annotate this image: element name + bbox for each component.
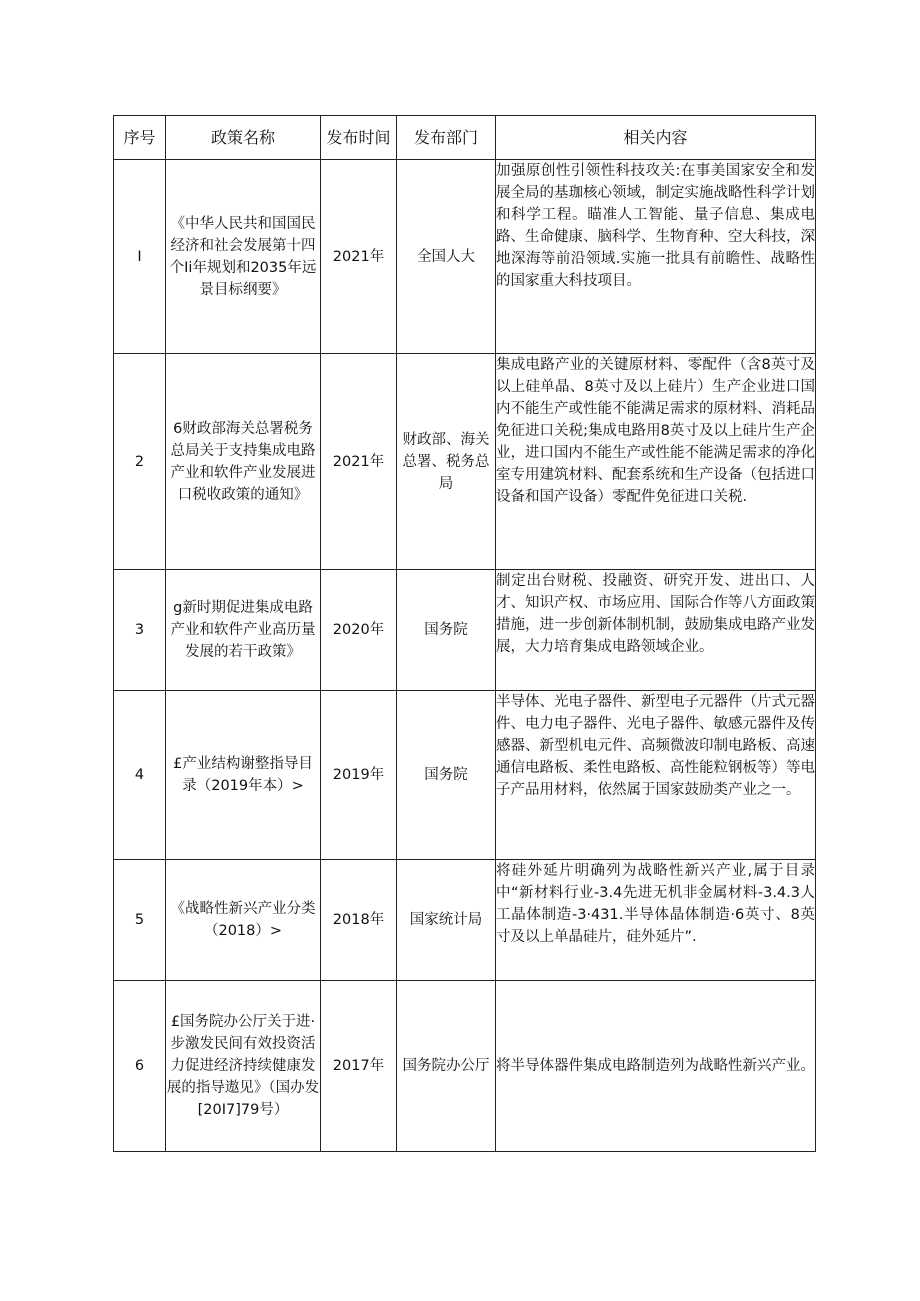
policy-content: 加强原创性引领性科技攻关:在事美国家安全和发展全局的基珈核心领域，制定实施战略性科学计划和科学工程。瞄准人工智能、量子信息、集成电路、生命健康、脑科学、生物育种、空大科技，深地深海等前沿领域.实施一批具有前瞻性、战略性的国家重大科技项目。 (496, 160, 816, 354)
policy-content: 集成电路产业的关键原材料、零配件（含8英寸及以上硅单晶、8英寸及以上硅片）生产企业进口国内不能生产或性能不能满足需求的原材料、消耗品免征进口关税;集成电路用8英寸及以上硅片生产企业，进口国内不能生产或性能不能满足需求的净化室专用建筑材料、配套系统和生产设备（包括进口设备和国产设备）零配件免征进口关税. (496, 354, 816, 570)
publish-date: 2021年 (321, 160, 397, 354)
row-seq: 4 (114, 691, 166, 860)
header-seq: 序号 (114, 116, 166, 160)
table-row (114, 860, 816, 981)
policy-name: 《中华人民共和国国民经济和社会发展第十四个Ii年规划和2035年远景目标纲要》 (166, 160, 321, 354)
publish-date: 2019年 (321, 691, 397, 860)
publisher: 国务院 (397, 691, 496, 860)
publisher: 国务院办公厅 (397, 981, 496, 1152)
publish-date: 2018年 (321, 860, 397, 981)
row-seq: 2 (114, 354, 166, 570)
publisher: 国务院 (397, 570, 496, 691)
row-seq: 3 (114, 570, 166, 691)
publish-date: 2021年 (321, 354, 397, 570)
policy-name: £产业结构谢整指导目录（2019年本）> (166, 691, 321, 860)
table-row (114, 981, 816, 1152)
header-dept: 发布部门 (397, 116, 496, 160)
row-seq: 6 (114, 981, 166, 1152)
row-seq: I (114, 160, 166, 354)
publish-date: 2017年 (321, 981, 397, 1152)
table-row (114, 691, 816, 860)
publisher: 全国人大 (397, 160, 496, 354)
publisher: 国家统计局 (397, 860, 496, 981)
row-seq: 5 (114, 860, 166, 981)
header-content: 相关内容 (496, 116, 816, 160)
table-row (114, 354, 816, 570)
policy-name: g新时期促进集成电路产业和软件产业高历量发展的若干政策》 (166, 570, 321, 691)
policy-content: 将硅外延片明确列为战略性新兴产业,属于目录中“新材料行业-3.4先进无机非金属材料-3.4.3人工晶体制造-3·431.半导体晶体制造·6英寸、8英寸及以上单晶硅片，硅外延片”. (496, 860, 816, 981)
table-row (114, 570, 816, 691)
policy-name: £国务院办公厅关于进·步激发民间有效投资活力促进经济持续健康发展的指导遨见》（国办发[20I7]79号） (166, 981, 321, 1152)
publish-date: 2020年 (321, 570, 397, 691)
header-date: 发布时间 (321, 116, 397, 160)
policy-content: 半导体、光电子器件、新型电子元器件（片式元器件、电力电子器件、光电子器件、敏感元器件及传感器、新型机电元件、高频微波印制电路板、高速通信电路板、柔性电路板、高性能粒钢板等）等电子产品用材料，依然属于国家鼓励类产业之一。 (496, 691, 816, 860)
policy-content: 将半导体器件集成电路制造列为战略性新兴产业。 (496, 981, 816, 1152)
table-header-row (114, 116, 816, 160)
policy-name: 6财政部海关总署税务总局关于支持集成电路产业和软件产业发展进口税收政策的通知》 (166, 354, 321, 570)
policy-name: 《战略性新兴产业分类（2018）> (166, 860, 321, 981)
header-name: 政策名称 (166, 116, 321, 160)
policy-table (113, 115, 816, 1152)
policy-content: 制定出台财税、投融资、研究开发、进出口、人才、知识产权、市场应用、国际合作等八方面政策措施，进一步创新体制机制，鼓励集成电路产业发展，大力培育集成电路领域企业。 (496, 570, 816, 691)
table-row (114, 160, 816, 354)
publisher: 财政部、海关总署、税务总局 (397, 354, 496, 570)
